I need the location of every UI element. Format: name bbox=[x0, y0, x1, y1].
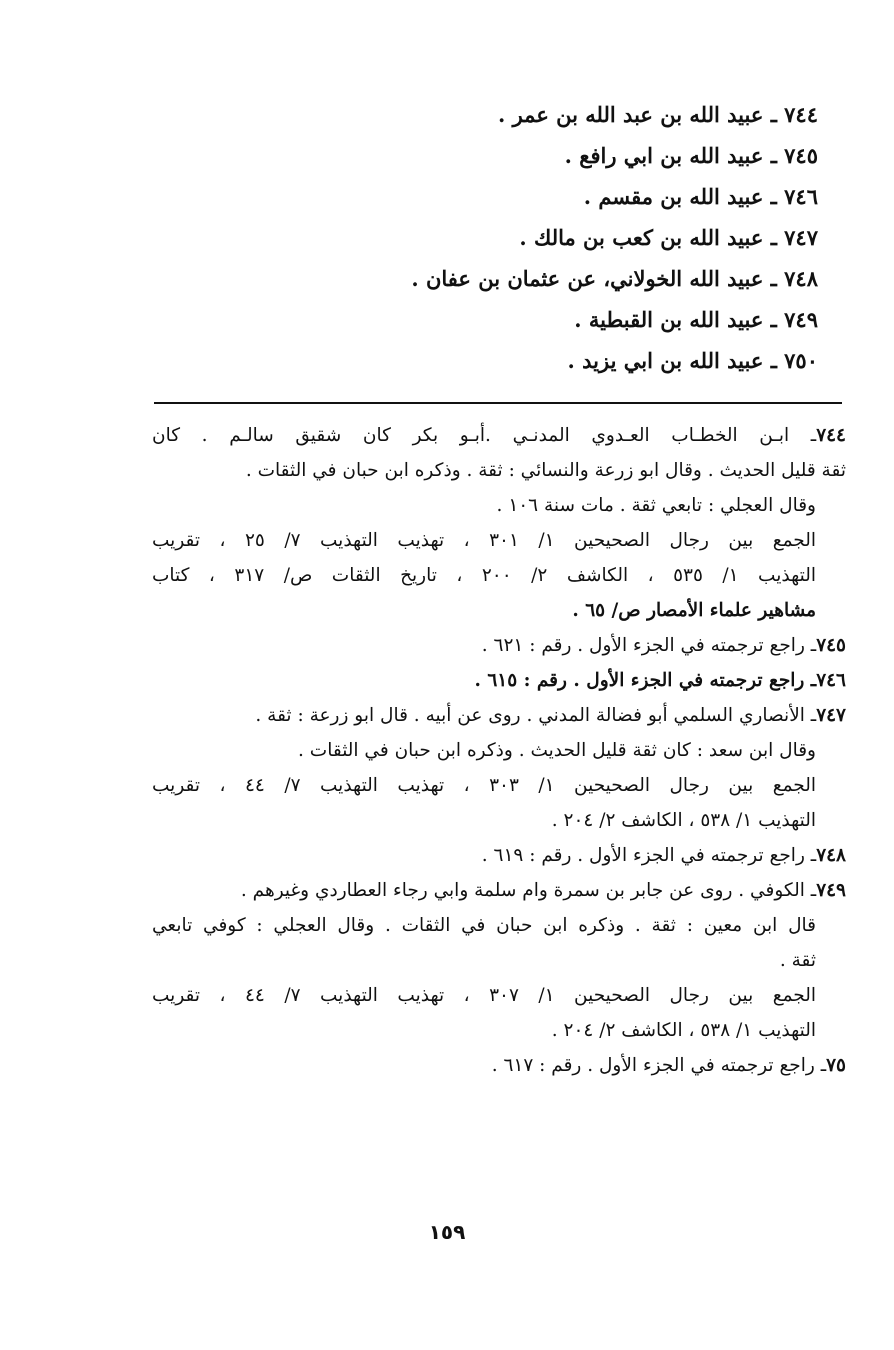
entry-heading: ٧٤٥ ـ عبيد الله بن ابي رافع . bbox=[564, 143, 818, 168]
footnote-number: ٧٤٦ bbox=[816, 670, 846, 691]
footnote-number: ٧٥ bbox=[826, 1055, 846, 1076]
entry-heading: ٧٤٦ ـ عبيد الله بن مقسم . bbox=[583, 184, 818, 209]
footnote-line: الجمع بين رجال الصحيحين ١/ ٣٠٧ ، تهذيب التهذيب ٧/ ٤٤ ، تقريب bbox=[152, 985, 816, 1006]
entry-heading: ٧٤٩ ـ عبيد الله بن القبطية . bbox=[574, 307, 818, 332]
footnote-text: ـ ابـن الخطـاب العـدوي المدنـي .أبـو بكر كان شقيق سالـم . كان bbox=[152, 425, 817, 446]
footnote-line: وقال العجلي : تابعي ثقة . مات سنة ١٠٦ . bbox=[496, 495, 816, 516]
footnote-line bbox=[152, 663, 846, 698]
footnote-line bbox=[152, 628, 846, 663]
footnote-line: قال ابن معين : ثقة . وذكره ابن حبان في الثقات . وقال العجلي : كوفي تابعي bbox=[152, 915, 816, 936]
page-number: ١٥٩ bbox=[428, 1220, 466, 1244]
footnote-line bbox=[152, 1048, 846, 1083]
footnote-text: ـ راجع ترجمته في الجزء الأول . رقم : ٦١٥ . bbox=[474, 670, 817, 691]
footnote-divider bbox=[154, 402, 842, 404]
entry-heading: ٧٤٧ ـ عبيد الله بن كعب بن مالك . bbox=[519, 225, 818, 250]
footnote-line bbox=[152, 418, 846, 453]
entry-heading: ٧٥٠ ـ عبيد الله بن ابي يزيد . bbox=[567, 348, 818, 373]
footnote-line bbox=[152, 873, 846, 908]
footnote-text: ـ الكوفي . روى عن جابر بن سمرة وام سلمة وابي رجاء العطاردي وغيرهم . bbox=[240, 880, 817, 901]
footnote-number: ٧٤٥ bbox=[816, 635, 846, 656]
footnote-line: مشاهير علماء الأمصار ص/ ٦٥ . bbox=[572, 600, 816, 621]
footnote-line: التهذيب ١/ ٥٣٨ ، الكاشف ٢/ ٢٠٤ . bbox=[551, 810, 816, 831]
footnote-line: الجمع بين رجال الصحيحين ١/ ٣٠٣ ، تهذيب التهذيب ٧/ ٤٤ ، تقريب bbox=[152, 775, 816, 796]
footnote-number: ٧٤٩ bbox=[816, 880, 846, 901]
footnote-text: ـ راجع ترجمته في الجزء الأول . رقم : ٦١٧ . bbox=[491, 1055, 827, 1076]
footnote-line: التهذيب ١/ ٥٣٨ ، الكاشف ٢/ ٢٠٤ . bbox=[551, 1020, 816, 1041]
entry-headings bbox=[398, 94, 818, 381]
entry-heading: ٧٤٤ ـ عبيد الله بن عبد الله بن عمر . bbox=[497, 102, 818, 127]
footnote-line: ثقة . bbox=[779, 950, 816, 971]
footnote-line: ثقة قليل الحديث . وقال ابو زرعة والنسائي : ثقة . وذكره ابن حبان في الثقات . bbox=[245, 460, 846, 481]
footnote-line: التهذيب ١/ ٥٣٥ ، الكاشف ٢/ ٢٠٠ ، تاريخ الثقات ص/ ٣١٧ ، كتاب bbox=[152, 565, 816, 586]
footnote-number: ٧٤٧ bbox=[816, 705, 846, 726]
entry-heading: ٧٤٨ ـ عبيد الله الخولاني، عن عثمان بن عفان . bbox=[411, 266, 818, 291]
footnote-line: الجمع بين رجال الصحيحين ١/ ٣٠١ ، تهذيب التهذيب ٧/ ٢٥ ، تقريب bbox=[152, 530, 816, 551]
footnote-line bbox=[152, 838, 846, 873]
footnote-number: ٧٤٨ bbox=[816, 845, 846, 866]
footnotes bbox=[152, 418, 846, 1083]
footnote-text: ـ الأنصاري السلمي أبو فضالة المدني . روى عن أبيه . قال ابو زرعة : ثقة . bbox=[255, 705, 817, 726]
footnote-text: ـ راجع ترجمته في الجزء الأول . رقم : ٦٢١ . bbox=[481, 635, 817, 656]
footnote-line bbox=[152, 698, 846, 733]
footnote-line: وقال ابن سعد : كان ثقة قليل الحديث . وذكره ابن حبان في الثقات . bbox=[298, 740, 816, 761]
footnote-text: ـ راجع ترجمته في الجزء الأول . رقم : ٦١٩ . bbox=[481, 845, 817, 866]
footnote-number: ٧٤٤ bbox=[816, 425, 846, 446]
